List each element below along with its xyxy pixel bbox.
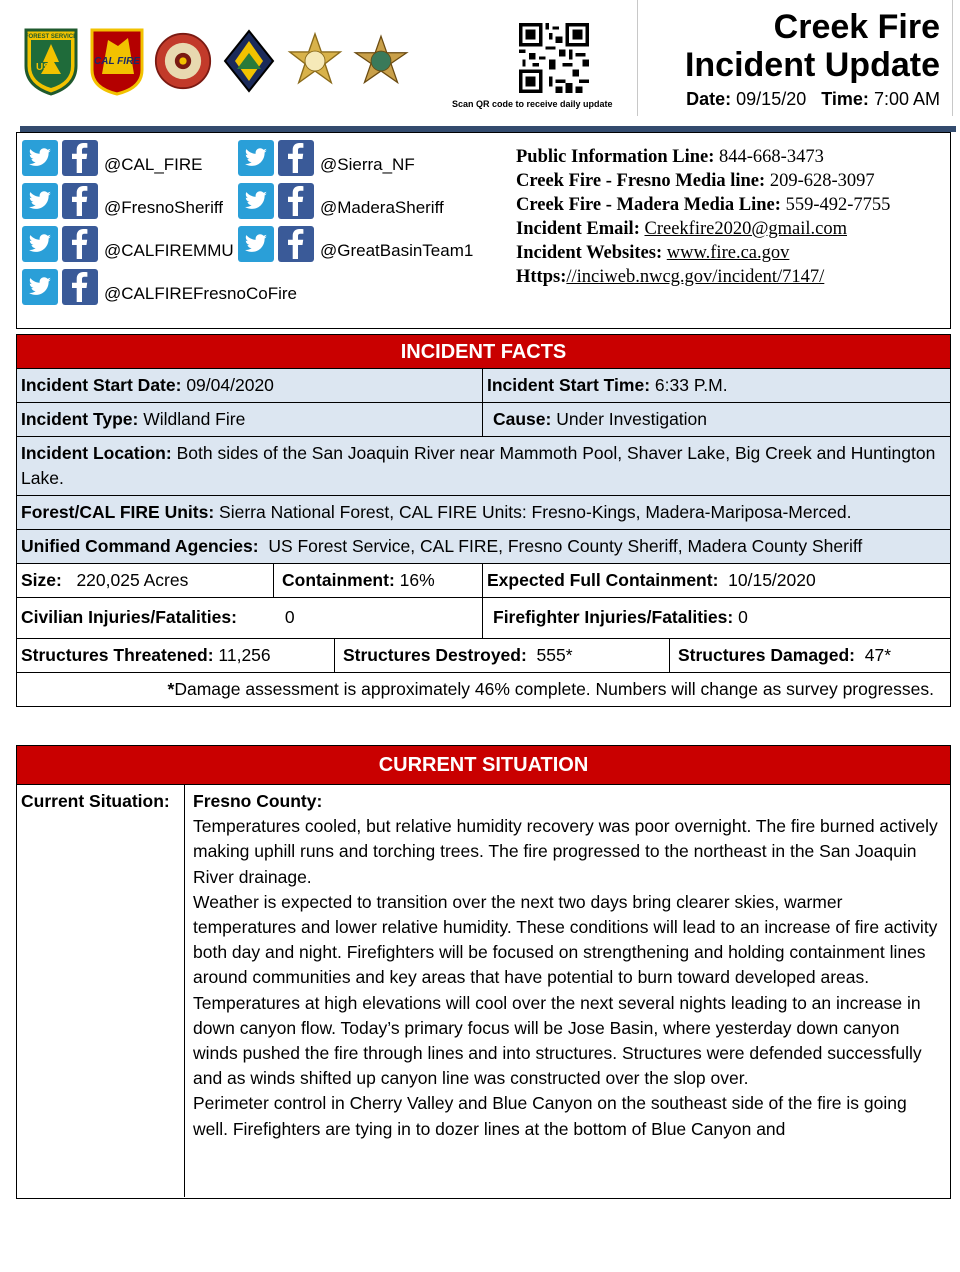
pio-label: Public Information Line:	[516, 147, 715, 167]
incident-type-cell	[17, 403, 483, 436]
madera-media-label: Creek Fire - Madera Media Line:	[516, 195, 781, 215]
cause-value: Under Investigation	[556, 409, 708, 429]
website-link-inciweb[interactable]: //inciweb.nwcg.gov/incident/7147/	[566, 267, 825, 287]
incident-facts-heading: INCIDENT FACTS	[17, 335, 950, 369]
agency-logos	[22, 22, 410, 100]
table-row	[17, 437, 950, 496]
incident-facts-table	[16, 334, 951, 707]
expected-containment-cell	[483, 564, 950, 597]
expected-containment-value: 10/15/2020	[728, 570, 816, 590]
facebook-icon[interactable]	[278, 183, 314, 219]
social-handle[interactable]: @CAL_FIRE	[104, 155, 203, 174]
qr-code	[519, 23, 589, 93]
size-cell	[17, 564, 274, 597]
start-date-value: 09/04/2020	[186, 375, 274, 395]
incident-type-label: Incident Type:	[21, 409, 139, 429]
destroyed-cell	[335, 639, 670, 672]
containment-cell	[274, 564, 483, 597]
twitter-icon[interactable]	[22, 226, 58, 262]
destroyed-value: 555*	[536, 645, 573, 665]
social-item[interactable]	[22, 224, 234, 264]
county-seal-logo	[154, 24, 212, 98]
start-time-label: Incident Start Time:	[487, 375, 651, 395]
forest-service-logo	[22, 24, 80, 98]
situation-text	[185, 785, 950, 1197]
current-situation-table	[16, 745, 951, 1199]
forest-service-logo-initials: US	[36, 62, 50, 73]
social-item[interactable]	[238, 181, 444, 221]
table-row	[17, 564, 950, 598]
social-item[interactable]	[22, 267, 297, 307]
units-value: Sierra National Forest, CAL FIRE Units: Fresno-Kings, Madera-Mariposa-Merced.	[219, 502, 852, 522]
table-row	[17, 598, 950, 639]
start-time-cell	[483, 369, 950, 402]
current-situation-heading: CURRENT SITUATION	[17, 746, 950, 785]
start-time-value: 6:33 P.M.	[654, 375, 728, 395]
great-basin-team-logo	[220, 24, 278, 98]
date-value: 09/15/20	[736, 89, 807, 109]
start-date-label: Incident Start Date:	[21, 375, 182, 395]
incident-email	[516, 217, 890, 241]
situation-paragraph: Temperatures at high elevations will cool over the next several nights leading to an increase in down canyon flow. Today’s primary focus will be Jose Basin, where yesterday down canyon winds pushed the fire through lines and into structures. Structures were defended successfully and as winds shifted up canyon line was constructed over the slop over.	[193, 992, 922, 1089]
social-handle[interactable]: @CALFIREMMU	[104, 241, 234, 260]
facebook-icon[interactable]	[278, 226, 314, 262]
agencies-cell	[17, 530, 950, 563]
website-link-fire[interactable]: www.fire.ca.gov	[666, 243, 790, 263]
destroyed-label: Structures Destroyed:	[343, 645, 527, 665]
incident-type-value: Wildland Fire	[143, 409, 246, 429]
units-cell	[17, 496, 950, 529]
units-label: Forest/CAL FIRE Units:	[21, 502, 215, 522]
facebook-icon[interactable]	[62, 183, 98, 219]
civilian-value: 0	[284, 607, 295, 627]
location-value: Both sides of the San Joaquin River near Mammoth Pool, Shaver Lake, Big Creek and Huntington Lake.	[21, 443, 936, 488]
cal-fire-logo	[88, 24, 146, 98]
table-row	[17, 369, 950, 403]
fresno-sheriff-badge	[286, 24, 344, 98]
note-text: Damage assessment is approximately 46% complete. Numbers will change as survey progresses.	[174, 679, 934, 699]
table-row	[17, 530, 950, 564]
page-title	[685, 8, 940, 84]
email-link[interactable]: Creekfire2020@gmail.com	[644, 219, 847, 239]
facebook-icon[interactable]	[62, 269, 98, 305]
situation-paragraph: Weather is expected to transition over the next two days bring clearer skies, warmer temperatures and lower relative humidity. These conditions will lead to an increase of fire activity both day and night. Firefighters will be focused on strengthening and holding containment lines around communities and key areas that have potential to burn toward developed areas.	[193, 891, 938, 988]
madera-media-line	[516, 193, 890, 217]
facebook-icon[interactable]	[62, 140, 98, 176]
twitter-icon[interactable]	[238, 183, 274, 219]
table-row	[17, 496, 950, 530]
time-value: 7:00 AM	[873, 89, 940, 109]
social-item[interactable]	[22, 138, 203, 178]
title-block	[637, 0, 953, 116]
threatened-value: 11,256	[218, 645, 271, 665]
title-line-2: Incident Update	[684, 46, 940, 84]
social-handle[interactable]: @FresnoSheriff	[104, 198, 223, 217]
firefighter-value: 0	[738, 607, 748, 627]
damaged-cell	[670, 639, 950, 672]
facebook-icon[interactable]	[278, 140, 314, 176]
firefighter-cell	[483, 598, 950, 638]
social-item[interactable]	[238, 224, 473, 264]
agencies-label: Unified Command Agencies:	[21, 536, 259, 556]
twitter-icon[interactable]	[22, 140, 58, 176]
location-cell	[17, 437, 950, 495]
fresno-media-number[interactable]: 209-628-3097	[769, 171, 875, 191]
forest-service-logo-text: FOREST SERVICE	[24, 34, 78, 40]
pio-line	[516, 145, 890, 169]
date-label: Date:	[686, 89, 732, 109]
threatened-label: Structures Threatened:	[21, 645, 214, 665]
social-item[interactable]	[22, 181, 223, 221]
websites-label: Incident Websites:	[516, 243, 663, 263]
civilian-cell	[17, 598, 483, 638]
social-item[interactable]	[238, 138, 415, 178]
containment-value: 16%	[399, 570, 435, 590]
size-label: Size:	[21, 570, 62, 590]
title-line-1: Creek Fire	[773, 8, 940, 46]
table-row	[17, 639, 950, 673]
twitter-icon[interactable]	[22, 269, 58, 305]
damaged-label: Structures Damaged:	[678, 645, 855, 665]
situation-paragraph: Temperatures cooled, but relative humidity recovery was poor overnight. The fire burned actively making uphill runs and torching trees. The fire progressed to the northeast in the San Joaquin River drainage.	[193, 816, 938, 887]
size-value: 220,025 Acres	[76, 570, 189, 590]
inciweb-line	[516, 265, 890, 289]
time-label: Time:	[821, 89, 869, 109]
contact-box	[16, 132, 951, 329]
twitter-icon[interactable]	[238, 140, 274, 176]
firefighter-label: Firefighter Injuries/Fatalities:	[493, 607, 734, 627]
contact-info	[516, 145, 890, 289]
pio-number[interactable]: 844-668-3473	[719, 147, 824, 167]
email-label: Incident Email:	[516, 219, 640, 239]
county-heading: Fresno County:	[193, 791, 323, 811]
containment-label: Containment:	[282, 570, 395, 590]
incident-websites	[516, 241, 890, 265]
social-handle[interactable]: @Sierra_NF	[320, 155, 415, 174]
social-handle[interactable]: @MaderaSheriff	[320, 198, 444, 217]
qr-caption: Scan QR code to receive daily update	[452, 99, 613, 109]
fresno-media-line	[516, 169, 890, 193]
agencies-value: US Forest Service, CAL FIRE, Fresno County Sheriff, Madera County Sheriff	[268, 536, 863, 556]
start-date-cell	[17, 369, 483, 402]
cal-fire-logo-text: CAL FIRE	[94, 56, 140, 67]
damaged-value: 47*	[864, 645, 892, 665]
threatened-cell	[17, 639, 335, 672]
situation-paragraph: Perimeter control in Cherry Valley and Blue Canyon on the southeast side of the fire is going well. Firefighters are tying in to dozer lines at the bottom of Blue Canyon and	[193, 1093, 907, 1139]
twitter-icon[interactable]	[238, 226, 274, 262]
location-label: Incident Location:	[21, 443, 172, 463]
twitter-icon[interactable]	[22, 183, 58, 219]
cause-label: Cause:	[493, 409, 552, 429]
date-time	[686, 89, 940, 110]
fresno-media-label: Creek Fire - Fresno Media line:	[516, 171, 766, 191]
inciweb-prefix: Https:	[516, 267, 567, 287]
madera-sheriff-badge	[352, 24, 410, 98]
situation-body	[17, 785, 950, 1197]
social-handle[interactable]: @GreatBasinTeam1	[320, 241, 474, 260]
madera-media-number[interactable]: 559-492-7755	[785, 195, 891, 215]
situation-label: Current Situation:	[17, 785, 185, 1197]
damage-assessment-note	[17, 673, 950, 706]
social-handle[interactable]: @CALFIREFresnoCoFire	[104, 284, 297, 303]
civilian-label: Civilian Injuries/Fatalities:	[21, 607, 237, 627]
facebook-icon[interactable]	[62, 226, 98, 262]
expected-containment-label: Expected Full Containment:	[487, 570, 719, 590]
table-row	[17, 403, 950, 437]
note-asterisk: *	[167, 679, 175, 699]
cause-cell	[483, 403, 950, 436]
